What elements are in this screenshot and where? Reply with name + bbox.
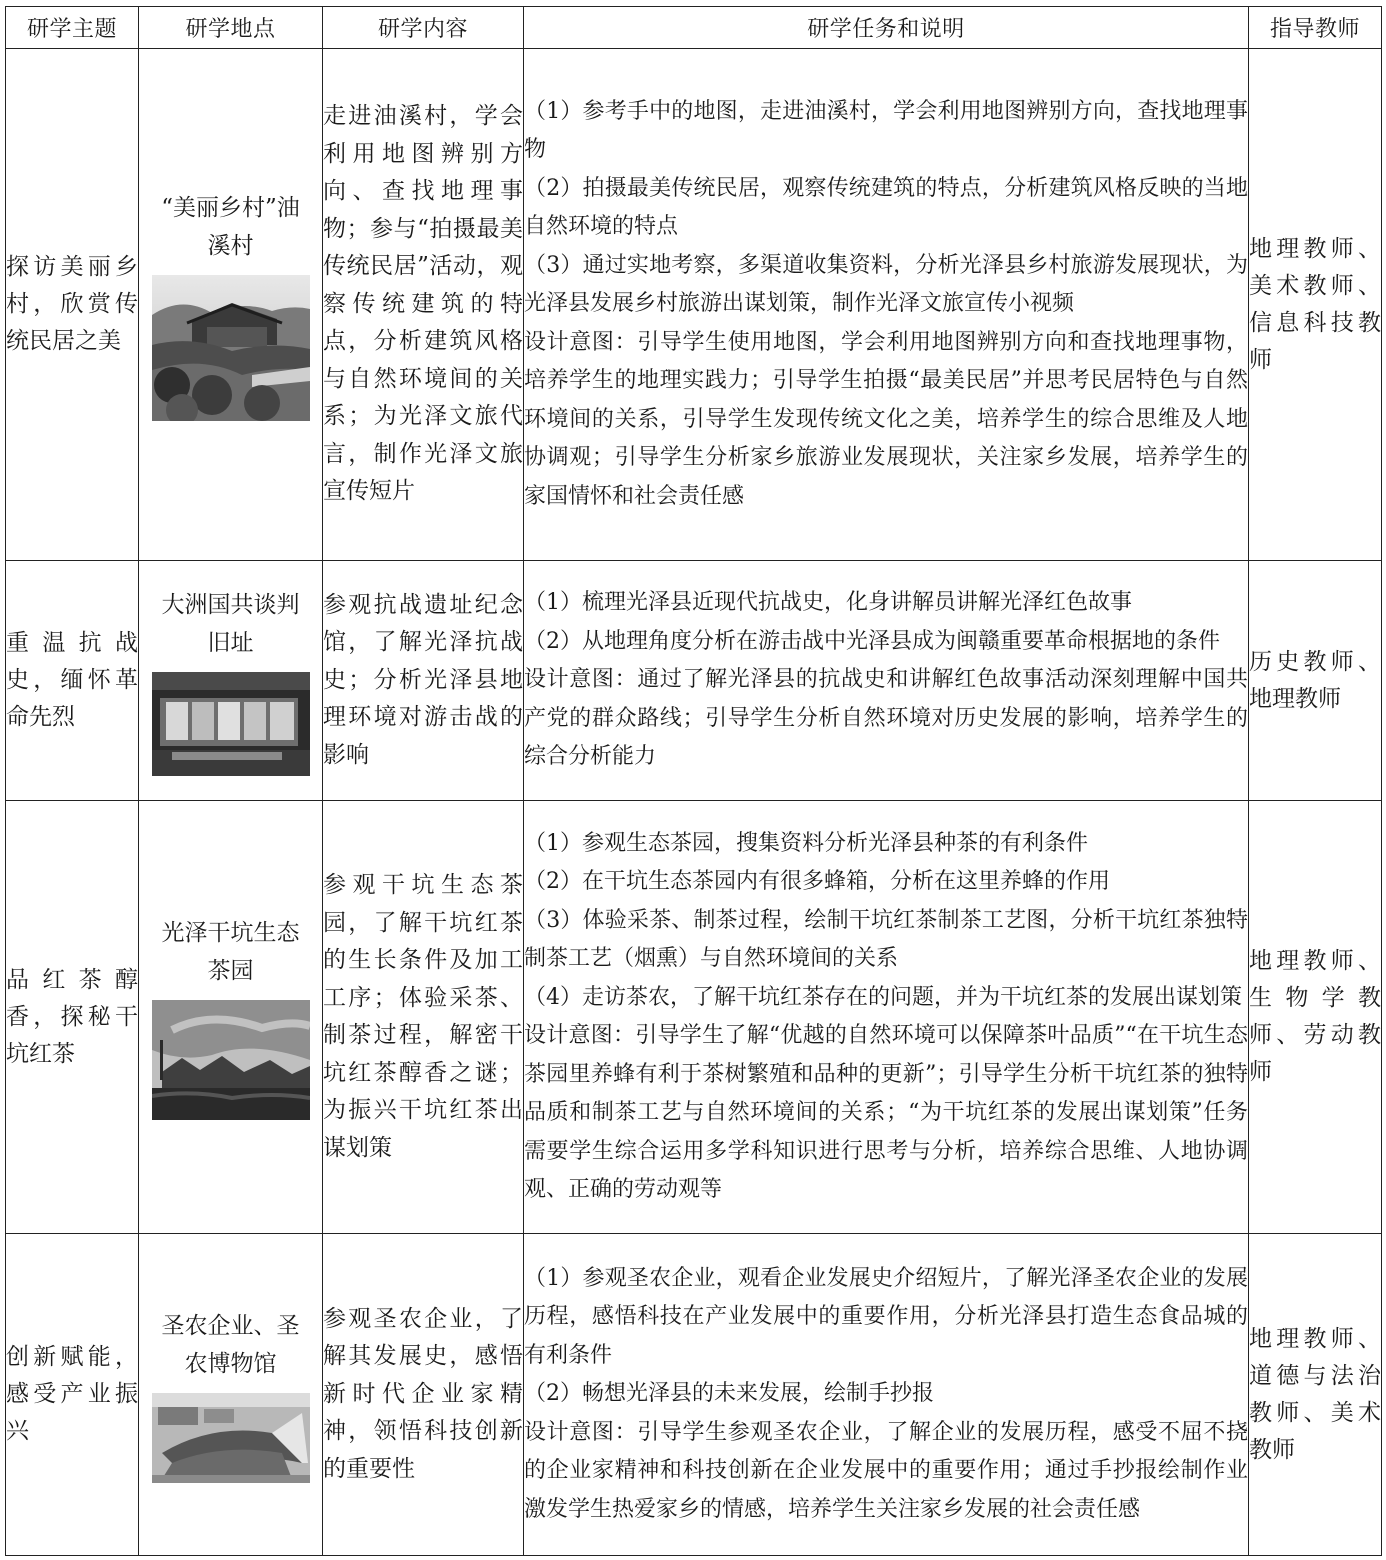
place-cell: [139, 801, 323, 1234]
task-item: （2）从地理角度分析在游击战中光泽县成为闽赣重要革命根据地的条件: [524, 628, 1220, 654]
teacher-cell: 地理教师、生物学教师、劳动教师: [1249, 801, 1382, 1234]
museum-photo-icon: [152, 672, 310, 776]
task-cell: [524, 801, 1249, 1234]
theme-cell: 重温抗战史，缅怀革命先烈: [6, 561, 139, 801]
task-cell: [524, 561, 1249, 801]
teacher-cell: 地理教师、道德与法治教师、美术教师: [1249, 1234, 1382, 1556]
table-row: [6, 561, 1382, 801]
design-intent: 设计意图：引导学生了解“优越的自然环境可以保障茶叶品质”“在干坑生态茶园里养蜂有利于茶树繁殖和品种的更新”；引导学生分析干坑红茶的独特品质和制茶工艺与自然环境间的关系；“为干坑红茶的发展出谋划策”任务需要学生综合运用多学科知识进行思考与分析，培养综合思维、人地协调观、正确的劳动观等: [524, 1023, 1248, 1202]
table-row: [6, 1234, 1382, 1556]
task-item: （2）拍摄最美传统民居，观察传统建筑的特点，分析建筑风格反映的当地自然环境的特点: [524, 175, 1248, 240]
header-teacher: 指导教师: [1249, 7, 1382, 49]
header-row: [6, 7, 1382, 49]
tea-garden-photo-icon: [152, 1000, 310, 1120]
theme-cell: 品红茶醇香，探秘干坑红茶: [6, 801, 139, 1234]
place-cell: [139, 1234, 323, 1556]
place-cell: [139, 49, 323, 561]
task-item: （3）通过实地考察，多渠道收集资料，分析光泽县乡村旅游发展现状，为光泽县发展乡村旅游出谋划策，制作光泽文旅宣传小视频: [524, 252, 1248, 317]
place-name: 圣农企业、圣农博物馆: [161, 1312, 300, 1377]
teacher-cell: 历史教师、地理教师: [1249, 561, 1382, 801]
design-intent: 设计意图：引导学生参观圣农企业，了解企业的发展历程，感受不屈不挠的企业家精神和科技创新在企业发展中的重要作用；通过手抄报绘制作业激发学生热爱家乡的情感，培养学生关注家乡发展的社会责任感: [524, 1419, 1248, 1522]
place-name: “美丽乡村”油溪村: [161, 194, 300, 259]
study-plan-table: [5, 6, 1382, 1556]
teacher-cell: 地理教师、美术教师、信息科技教师: [1249, 49, 1382, 561]
place-name: 大洲国共谈判旧址: [161, 591, 300, 656]
table-row: [6, 49, 1382, 561]
task-item: （3）体验采茶、制茶过程，绘制干坑红茶制茶工艺图，分析干坑红茶独特制茶工艺（烟熏）与自然环境间的关系: [524, 907, 1248, 971]
task-item: （4）走访茶农，了解干坑红茶存在的问题，并为干坑红茶的发展出谋划策: [524, 984, 1242, 1010]
header-theme: 研学主题: [6, 7, 139, 49]
content-cell: 参观圣农企业，了解其发展史，感悟新时代企业家精神，领悟科技创新的重要性: [323, 1234, 524, 1556]
task-cell: [524, 1234, 1249, 1556]
task-item: （2）畅想光泽县的未来发展，绘制手抄报: [524, 1381, 934, 1407]
task-item: （2）在干坑生态茶园内有很多蜂箱，分析在这里养蜂的作用: [524, 869, 1110, 894]
content-cell: 参观干坑生态茶园，了解干坑红茶的生长条件及加工工序；体验采茶、制茶过程，解密干坑红茶醇香之谜；为振兴干坑红茶出谋划策: [323, 801, 524, 1234]
header-place: 研学地点: [139, 7, 323, 49]
design-intent: 设计意图：通过了解光泽县的抗战史和讲解红色故事活动深刻理解中国共产党的群众路线；引导学生分析自然环境对历史发展的影响，培养学生的综合分析能力: [524, 667, 1248, 770]
task-item: （1）参观圣农企业，观看企业发展史介绍短片，了解光泽圣农企业的发展历程，感悟科技在产业发展中的重要作用，分析光泽县打造生态食品城的有利条件: [524, 1265, 1248, 1368]
theme-cell: 创新赋能，感受产业振兴: [6, 1234, 139, 1556]
table-row: [6, 801, 1382, 1234]
design-intent: 设计意图：引导学生使用地图，学会利用地图辨别方向和查找地理事物，培养学生的地理实践力；引导学生拍摄“最美民居”并思考民居特色与自然环境间的关系，引导学生发现传统文化之美，培养学生的综合思维及人地协调观；引导学生分析家乡旅游业发展现状，关注家乡发展，培养学生的家国情怀和社会责任感: [524, 329, 1248, 509]
theme-cell: 探访美丽乡村，欣赏传统民居之美: [6, 49, 139, 561]
place-cell: [139, 561, 323, 801]
enterprise-photo-icon: [152, 1393, 310, 1483]
task-cell: [524, 49, 1249, 561]
task-item: （1）参考手中的地图，走进油溪村，学会利用地图辨别方向，查找地理事物: [524, 98, 1248, 163]
task-item: （1）参观生态茶园，搜集资料分析光泽县种茶的有利条件: [524, 830, 1088, 856]
place-name: 光泽干坑生态茶园: [161, 920, 300, 984]
village-photo-icon: [152, 275, 310, 421]
header-tasks: 研学任务和说明: [524, 7, 1249, 49]
header-content: 研学内容: [323, 7, 524, 49]
content-cell: 走进油溪村，学会利用地图辨别方向、查找地理事物；参与“拍摄最美传统民居”活动，观察传统建筑的特点，分析建筑风格与自然环境间的关系；为光泽文旅代言，制作光泽文旅宣传短片: [323, 49, 524, 561]
content-cell: 参观抗战遗址纪念馆，了解光泽抗战史；分析光泽县地理环境对游击战的影响: [323, 561, 524, 801]
task-item: （1）梳理光泽县近现代抗战史，化身讲解员讲解光泽红色故事: [524, 590, 1132, 616]
